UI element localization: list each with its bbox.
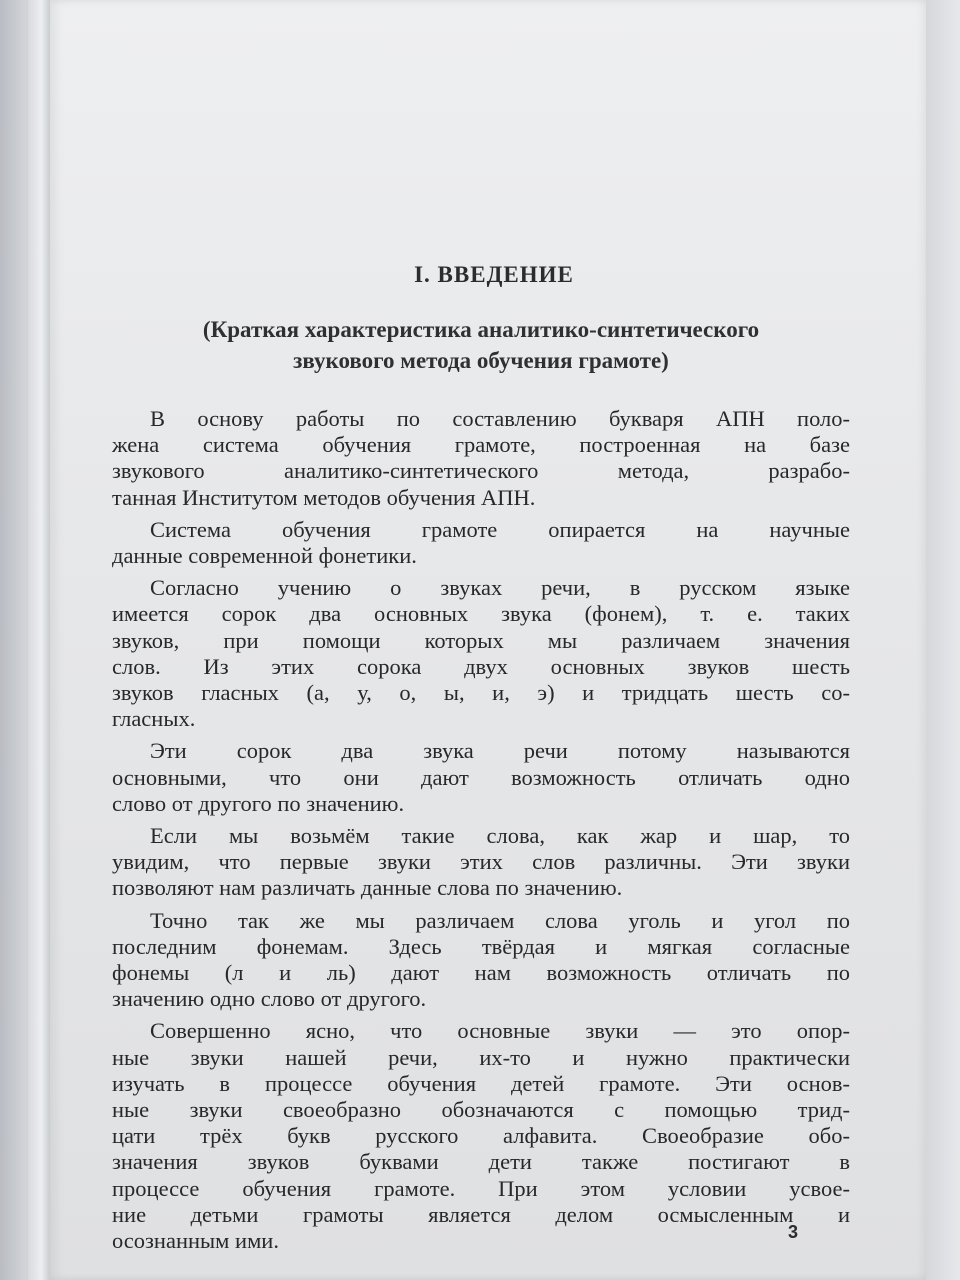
book-spine-edge [28,0,50,1280]
paragraph-line: звукового аналитико-синтетического метода, разрабо- [112,458,850,484]
paragraph-line: слов. Из этих сорока двух основных звуков шесть [112,653,850,679]
paragraph-line: слово от другого по значению. [112,790,405,816]
paragraph [112,517,850,569]
book-right-edge [924,0,960,1280]
paragraph-line: основными, что они дают возможность отличать одно [112,764,850,790]
paragraph-line: значения звуков буквами дети также постигают в [112,1149,850,1175]
chapter-title: I. ВВЕДЕНИЕ [414,262,574,287]
paragraph-line: позволяют нам различать данные слова по значению. [112,875,623,901]
paragraph-line: цати трёх букв русского алфавита. Своеобразие обо- [112,1123,850,1149]
paragraph [112,908,850,1013]
paragraph-line: процессе обучения грамоте. При этом условии усвое- [112,1175,850,1201]
paragraph-line: ные звуки своеобразно обозначаются с помощью трид- [112,1097,850,1123]
chapter-subtitle [112,314,850,376]
paragraph-line: изучать в процессе обучения детей грамоте. Эти основ- [112,1070,850,1096]
paragraph-line: фонемы (л и ль) дают нам возможность отличать по [112,960,850,986]
paragraph-line: увидим, что первые звуки этих слов различны. Эти звуки [112,849,850,875]
book-page [50,0,926,1280]
page-content [112,262,850,1260]
paragraph-line: имеется сорок два основных звука (фонем), т. е. таких [112,601,850,627]
paragraph-line: осознанным ими. [112,1228,279,1254]
paragraph-line: Согласно учению о звуках речи, в русском языке [150,575,850,601]
paragraph [112,406,850,511]
page-number: 3 [788,1222,799,1242]
body-text [112,406,850,1254]
paragraph-line: данные современной фонетики. [112,543,417,569]
paragraph-line: В основу работы по составлению букваря АПН поло- [150,406,850,431]
paragraph-line: Совершенно ясно, что основные звуки — это опор- [150,1018,850,1044]
paragraph [112,738,850,817]
paragraph-line: гласных. [112,706,196,732]
subtitle-line: звукового метода обучения грамоте) [293,348,669,373]
paragraph-line: жена система обучения грамоте, построенная на базе [112,432,850,458]
paragraph-line: Точно так же мы различаем слова уголь и угол по [150,907,850,933]
paragraph-line: звуков гласных (а, у, о, ы, и, э) и тридцать шесть со- [112,680,850,706]
paragraph-line: звуков, при помощи которых мы различаем значения [112,627,850,653]
paragraph-line: танная Институтом методов обучения АПН. [112,484,536,510]
paragraph-line: значению одно слово от другого. [112,986,427,1012]
paragraph-line: Эти сорок два звука речи потому называются [150,738,850,764]
paragraph-line: последним фонемам. Здесь твёрдая и мягкая согласные [112,933,850,959]
paragraph-line: ные звуки нашей речи, их-то и нужно практически [112,1044,850,1070]
paragraph [112,1018,850,1254]
paragraph-line: Система обучения грамоте опирается на научные [150,516,850,542]
paragraph-line: ние детьми грамоты является делом осмысленным и [112,1201,850,1227]
paragraph [112,575,850,732]
paragraph [112,823,850,902]
subtitle-line: (Краткая характеристика аналитико-синтетического [202,317,760,342]
paragraph-line: Если мы возьмём такие слова, как жар и шар, то [150,823,850,849]
